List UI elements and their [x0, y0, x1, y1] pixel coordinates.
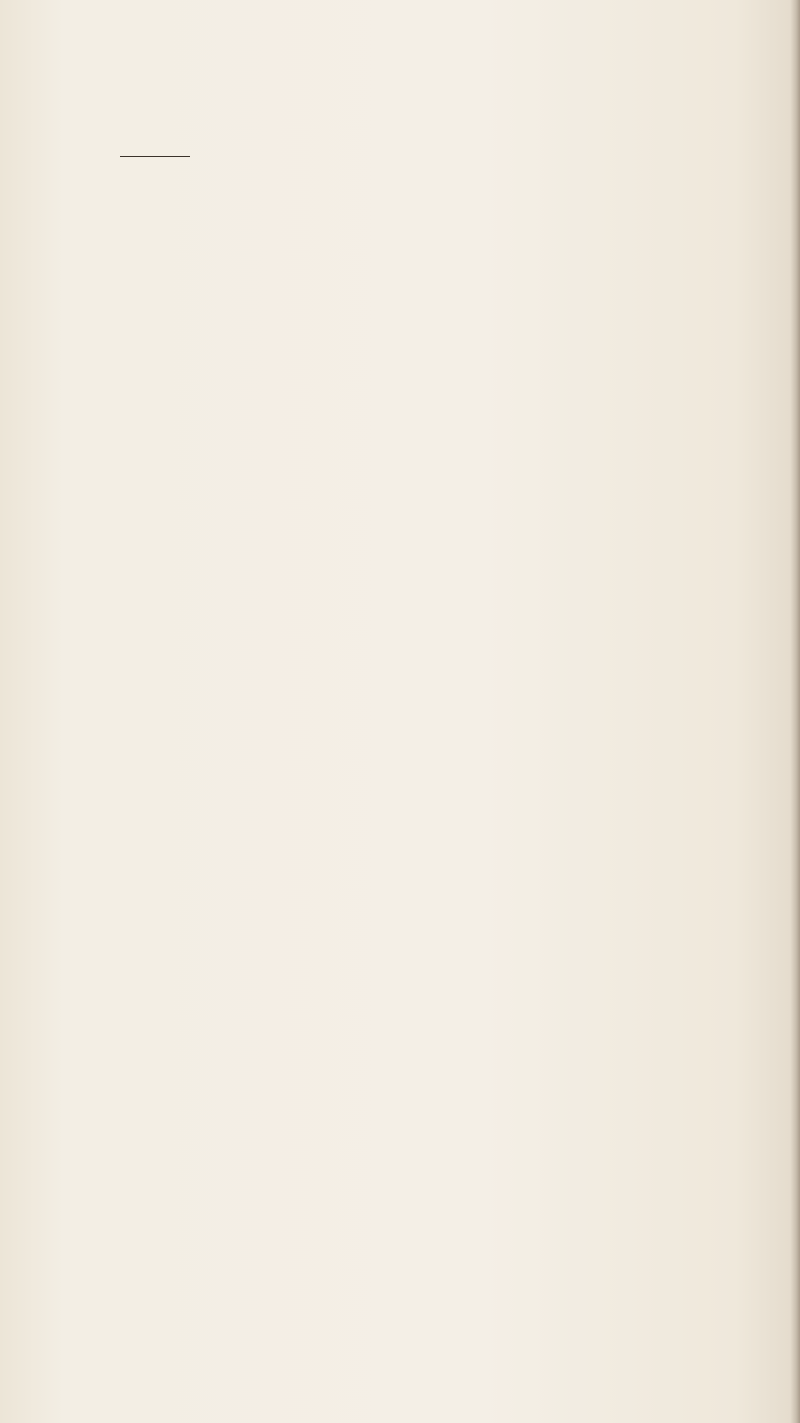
- section-divider: [120, 156, 190, 157]
- page-header: [62, 30, 700, 64]
- page-edge-shadow: [790, 0, 800, 1423]
